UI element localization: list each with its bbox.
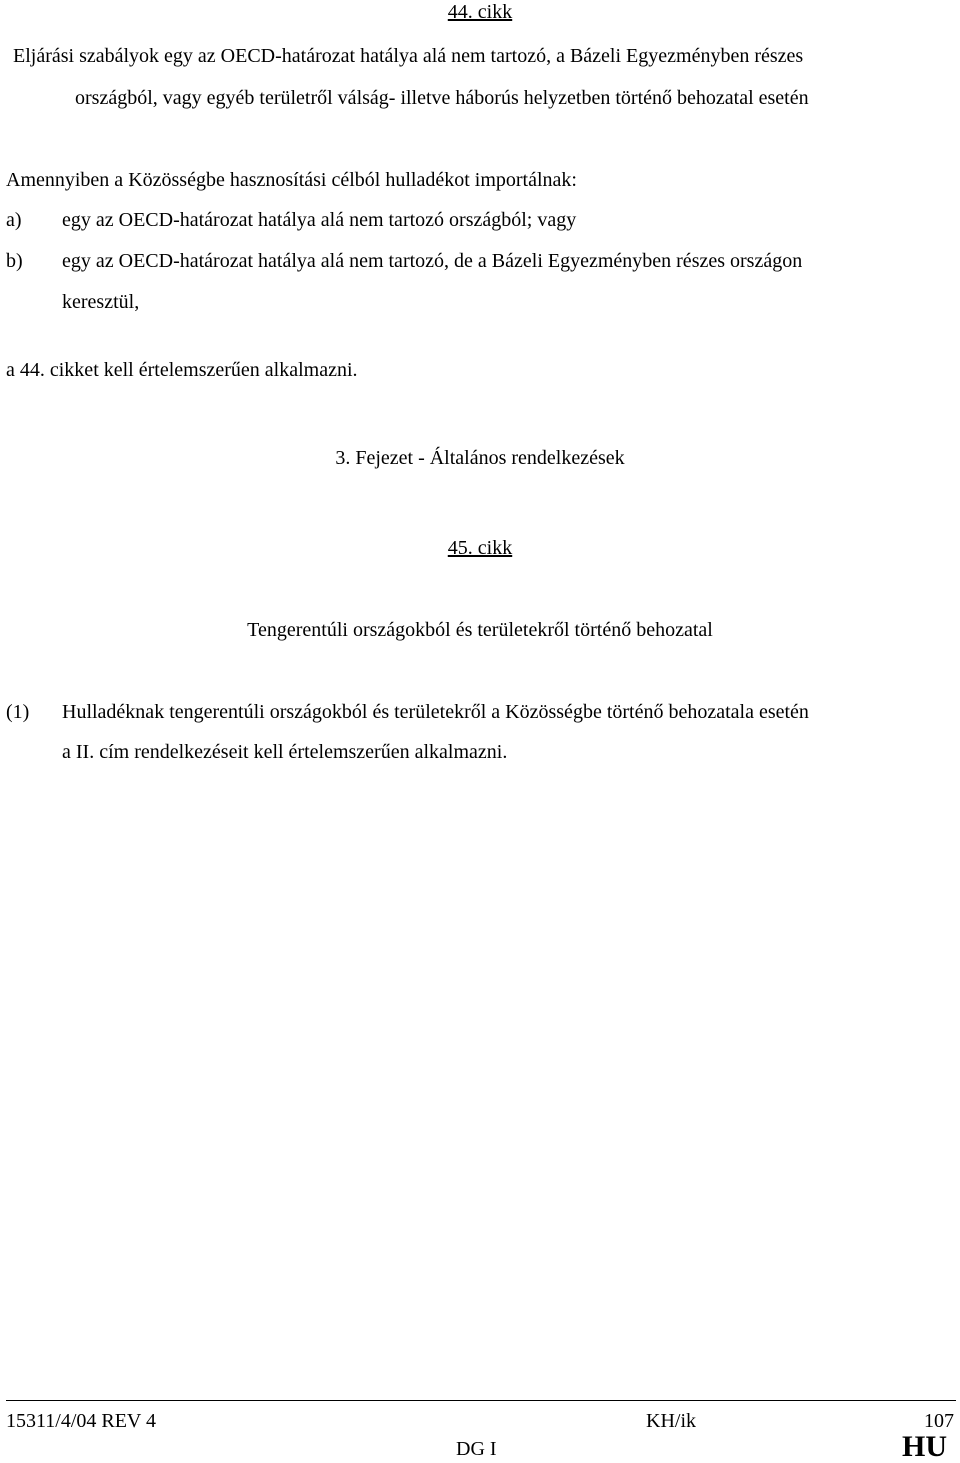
article-45-title: Tengerentúli országokból és területekről történő behozatal — [247, 619, 713, 641]
footer-initials: KH/ik — [646, 1410, 696, 1432]
paragraph-1-line-2: a II. cím rendelkezéseit kell értelemszerűen alkalmazni. — [62, 741, 508, 763]
conclusion-text: a 44. cikket kell értelemszerűen alkalmazni. — [6, 359, 358, 381]
item-a-label: a) — [6, 209, 22, 231]
intro-text: Amennyiben a Közösségbe hasznosítási célból hulladékot importálnak: — [6, 169, 577, 191]
footer-page-number: 107 — [924, 1410, 954, 1432]
article-45-heading: 45. cikk — [447, 537, 513, 559]
footer-dg: DG I — [456, 1438, 497, 1460]
item-b-text-line-2: keresztül, — [62, 291, 140, 313]
chapter-title: 3. Fejezet - Általános rendelkezések — [335, 447, 625, 469]
footer-language-code: HU — [902, 1430, 947, 1463]
footer-doc-ref: 15311/4/04 REV 4 — [6, 1410, 157, 1432]
paragraph-1-label: (1) — [6, 701, 30, 723]
item-b-text-line-1: egy az OECD-határozat hatálya alá nem tartozó, de a Bázeli Egyezményben részes országon — [62, 250, 803, 272]
item-b-label: b) — [6, 250, 23, 272]
paragraph-1-line-1: Hulladéknak tengerentúli országokból és területekről a Közösségbe történő behozatala esetén — [62, 701, 809, 723]
section-title-line-2: országból, vagy egyéb területről válság- illetve háborús helyzetben történő behozatal esetén — [75, 87, 809, 109]
footer-divider — [6, 1400, 956, 1401]
article-44-heading: 44. cikk — [447, 1, 513, 23]
item-a-text: egy az OECD-határozat hatálya alá nem tartozó országból; vagy — [62, 209, 577, 231]
section-title-line-1: Eljárási szabályok egy az OECD-határozat hatálya alá nem tartozó, a Bázeli Egyezményben részes — [13, 45, 804, 67]
